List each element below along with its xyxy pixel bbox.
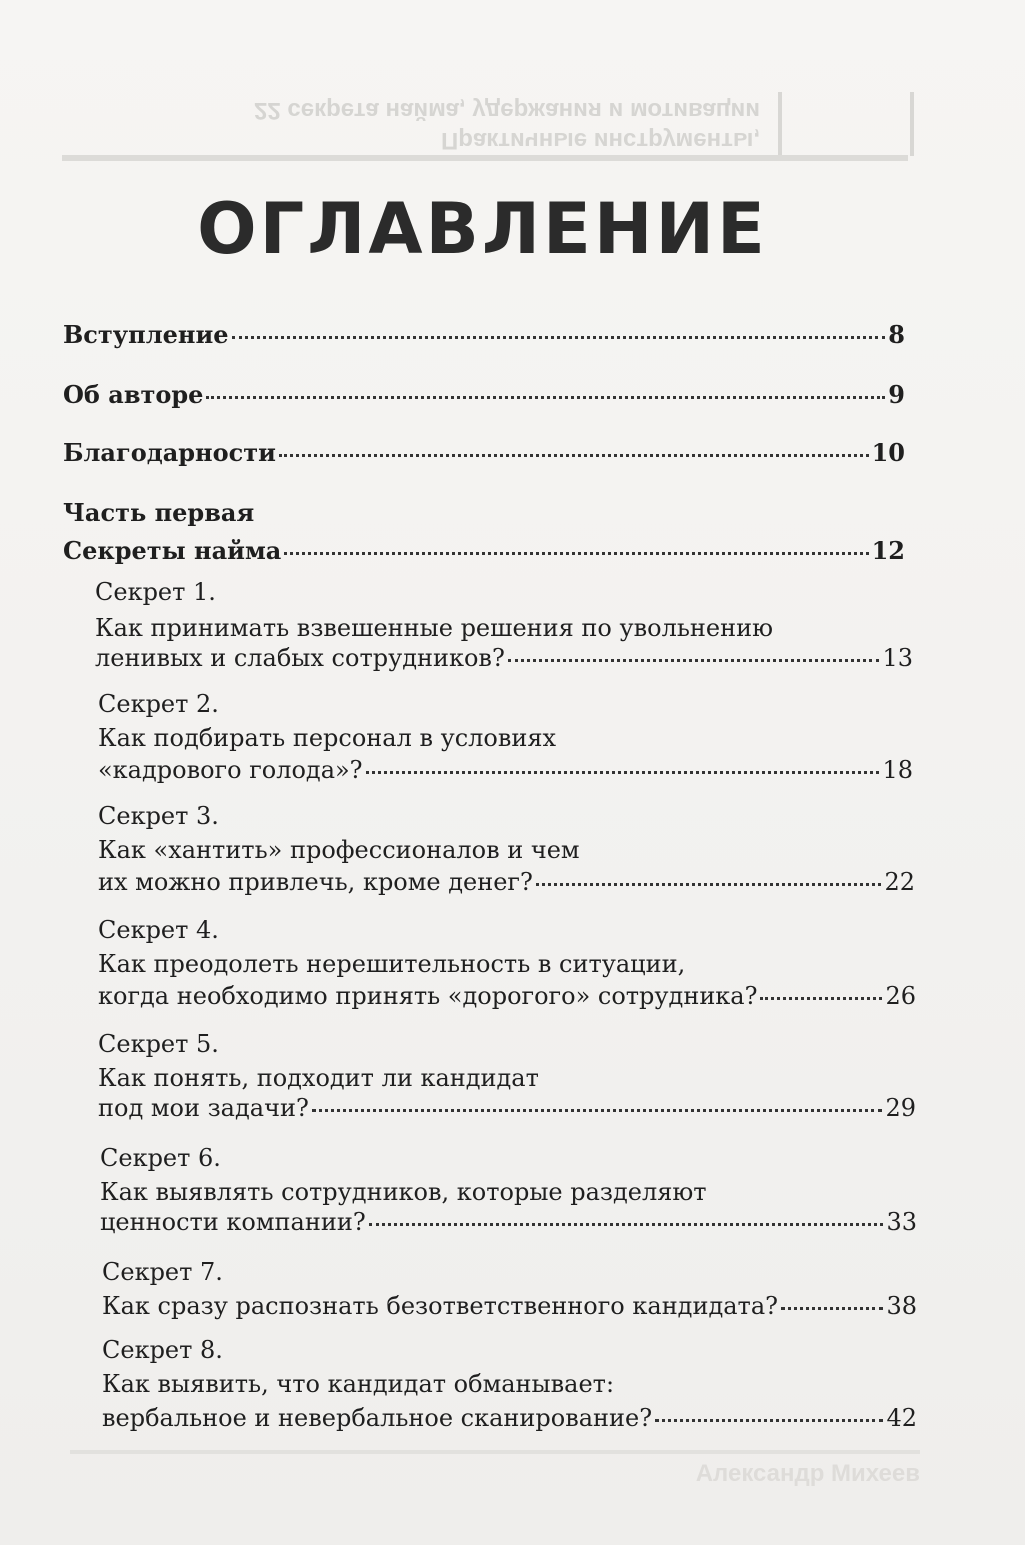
secret-title-line: Как принимать взвешенные решения по увольнению <box>95 614 773 642</box>
toc-entry-secret-3[interactable] <box>98 868 915 896</box>
toc-entry-secret-2[interactable] <box>98 756 913 784</box>
toc-entry-secret-5[interactable] <box>98 1094 916 1122</box>
leader-dots <box>366 771 880 774</box>
secret-heading: Секрет 2. <box>98 690 219 718</box>
secret-title-line: «кадрового голода»? <box>98 756 363 784</box>
secret-title-line: под мои задачи? <box>98 1094 309 1122</box>
toc-entry-page: 18 <box>882 756 913 784</box>
toc-entry-secret-7[interactable] <box>102 1292 917 1320</box>
secret-heading: Секрет 6. <box>100 1144 221 1172</box>
toc-entry-page: 29 <box>885 1094 916 1122</box>
toc-part-one: Часть первая <box>63 498 255 527</box>
leader-dots <box>781 1307 883 1310</box>
secret-title-line: Как понять, подходит ли кандидат <box>98 1064 539 1092</box>
toc-entry-about-author[interactable] <box>63 380 905 409</box>
toc-entry-page: 22 <box>884 868 915 896</box>
toc-entry-secret-4[interactable] <box>98 982 916 1010</box>
leader-dots <box>536 883 882 886</box>
toc-entry-page: 12 <box>871 536 905 565</box>
toc-entry-label: Секреты найма <box>63 536 282 565</box>
toc-entry-label: Благодарности <box>63 438 276 467</box>
secret-title-line: Как выявить, что кандидат обманывает: <box>102 1370 615 1398</box>
toc-entry-page: 38 <box>886 1292 917 1320</box>
leader-dots <box>279 454 869 457</box>
secret-title-line: ценности компании? <box>100 1208 366 1236</box>
leader-dots <box>312 1109 883 1112</box>
toc-entry-secret-8[interactable] <box>102 1404 917 1432</box>
toc-entry-page: 13 <box>882 644 913 672</box>
secret-title-line: ленивых и слабых сотрудников? <box>95 644 505 672</box>
leader-dots <box>508 659 880 662</box>
toc-entry-label: Вступление <box>63 320 229 349</box>
toc-entry-page: 9 <box>888 380 905 409</box>
toc-entry-page: 33 <box>886 1208 917 1236</box>
ghost-header-line-1: Практичные инструменты, <box>441 127 760 154</box>
leader-dots <box>369 1223 884 1226</box>
secret-title-line: Как сразу распознать безответственного кандидата? <box>102 1292 778 1320</box>
secret-heading: Секрет 5. <box>98 1030 219 1058</box>
toc-entry-secret-1[interactable] <box>95 644 913 672</box>
toc-entry-page: 8 <box>888 320 905 349</box>
secret-heading: Секрет 7. <box>102 1258 223 1286</box>
ghost-header-line-2: 22 секрета найма, удержания и мотивации <box>254 97 760 124</box>
leader-dots <box>284 552 868 555</box>
toc-entry-thanks[interactable] <box>63 438 905 467</box>
leader-dots <box>760 997 882 1000</box>
ghost-bottom-author: Александр Михеев <box>695 1460 920 1487</box>
leader-dots <box>206 396 885 399</box>
leader-dots <box>655 1419 883 1422</box>
secret-title-line: когда необходимо принять «дорогого» сотрудника? <box>98 982 758 1010</box>
secret-title-line: Как преодолеть нерешительность в ситуации, <box>98 950 686 978</box>
toc-entry-page: 42 <box>886 1404 917 1432</box>
page-title-text: ОГЛАВЛЕНИЕ <box>197 188 768 270</box>
toc-entry-page: 10 <box>871 438 905 467</box>
toc-entry-hiring-secrets[interactable] <box>63 536 905 565</box>
toc-entry-secret-6[interactable] <box>100 1208 917 1236</box>
secret-heading: Секрет 4. <box>98 916 219 944</box>
secret-title-line: Как «хантить» профессионалов и чем <box>98 836 580 864</box>
secret-title-line: их можно привлечь, кроме денег? <box>98 868 533 896</box>
secret-title-line: Как подбирать персонал в условиях <box>98 724 557 752</box>
secret-heading: Секрет 8. <box>102 1336 223 1364</box>
secret-heading: Секрет 3. <box>98 802 219 830</box>
secret-title-line: вербальное и невербальное сканирование? <box>102 1404 653 1432</box>
secret-title-line: Как выявлять сотрудников, которые разделяют <box>100 1178 707 1206</box>
leader-dots <box>232 336 886 339</box>
toc-entry-label: Об авторе <box>63 380 204 409</box>
toc-entry-page: 26 <box>885 982 916 1010</box>
secret-heading: Секрет 1. <box>95 578 216 606</box>
toc-entry-intro[interactable] <box>63 320 905 349</box>
